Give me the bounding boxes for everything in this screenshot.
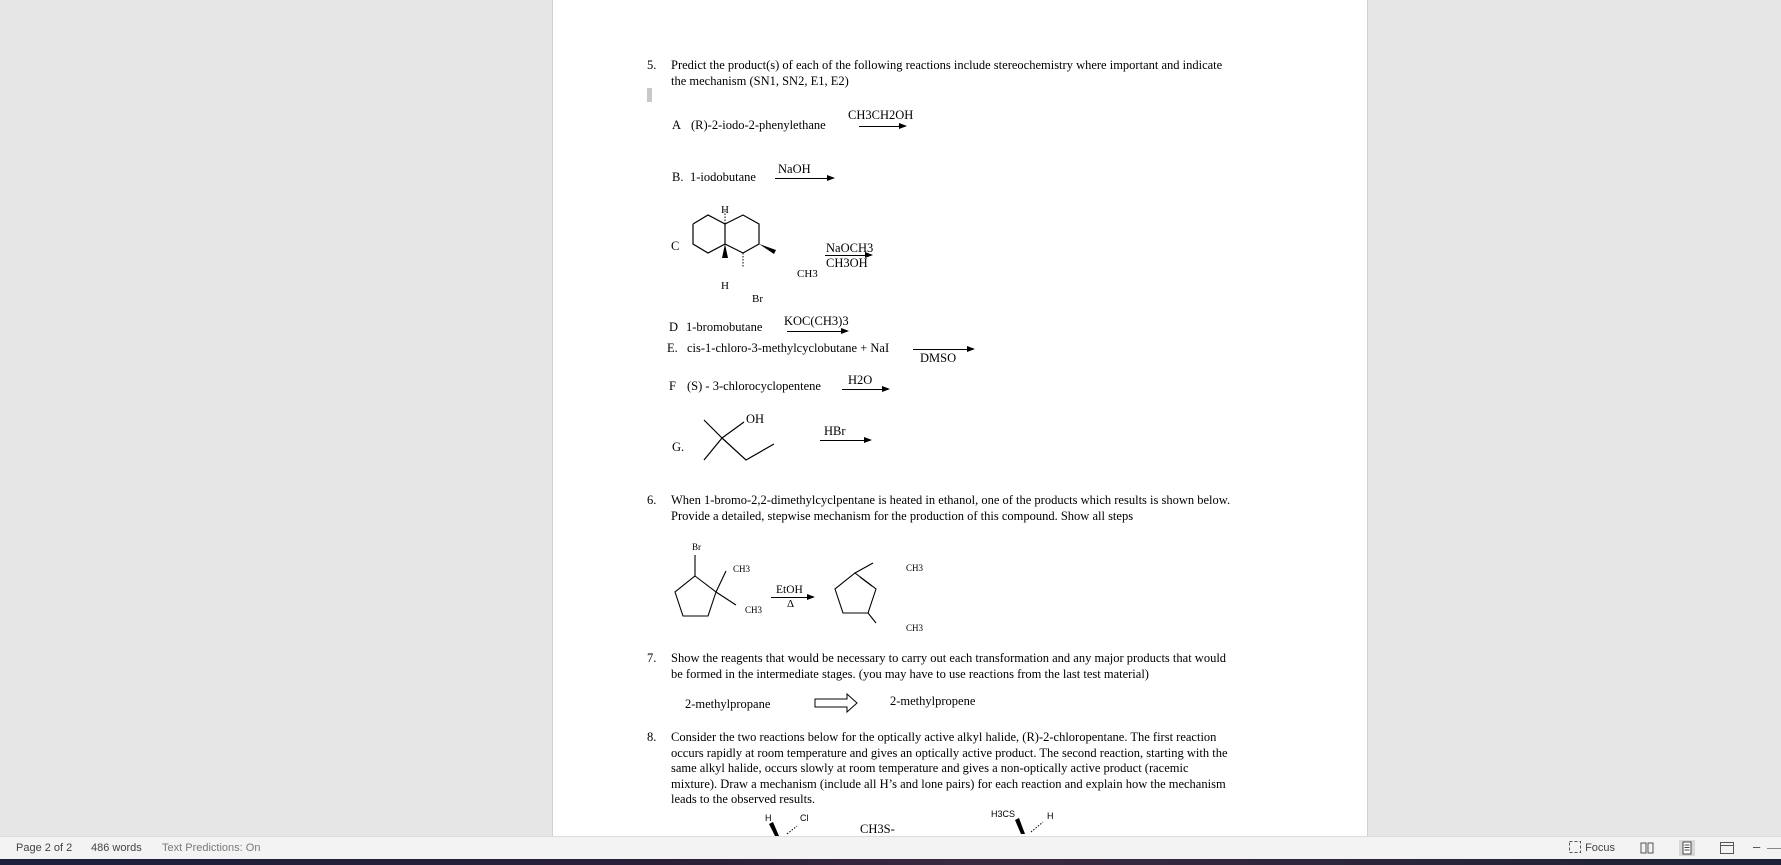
q5-f-substrate: (S) - 3-chlorocyclopentene (687, 379, 821, 393)
q5-number: 5. (647, 58, 657, 72)
q5-e-arrow (913, 349, 973, 350)
q5-a-label: A (672, 118, 682, 132)
q7-text: Show the reagents that would be necessary to carry out each transformation and any major products that would be formed in the intermediate stages. (you may have to use reactions from the last test material) (671, 651, 1227, 681)
q5-c-h-top: H (721, 204, 729, 216)
q5-c-label: C (671, 239, 680, 253)
word-count[interactable]: 486 words (91, 842, 142, 854)
q5-d-reagent: KOC(CH3)3 (784, 314, 849, 328)
q5-c-ch3: CH3 (797, 268, 818, 280)
q8-number: 8. (647, 730, 657, 744)
q8-left-wedges (767, 820, 807, 836)
q5-e-label: E. (667, 341, 678, 355)
q5-c-reagent-top: NaOCH3 (826, 241, 874, 255)
taskbar-strip (0, 859, 1781, 865)
document-page[interactable] (552, 0, 1368, 836)
q5-f-label: F (669, 379, 676, 393)
focus-icon (1568, 840, 1582, 854)
q6-br: Br (692, 542, 701, 552)
q8-cl-left: Cl (800, 813, 809, 823)
q5-f-arrow (842, 389, 888, 390)
q5-c-br: Br (752, 293, 763, 305)
focus-label: Focus (1585, 842, 1616, 854)
q5-b-arrow (775, 178, 833, 179)
q6-reagent-top: EtOH (776, 584, 803, 596)
q5-g-label: G. (672, 440, 685, 454)
zoom-slider[interactable] (1767, 848, 1781, 849)
q5-d-label: D (669, 320, 679, 334)
q5-b-substrate: 1-iodobutane (690, 170, 756, 184)
q5-g-arrow (820, 440, 870, 441)
q5-text: Predict the product(s) of each of the following reactions include stereochemistry where important and indicate the mechanism (SN1, SN2, E1, E2) (671, 58, 1223, 88)
q7-start: 2-methylpropane (685, 697, 771, 711)
q6-ch3-b: CH3 (745, 605, 763, 615)
q8-h-left: H (765, 813, 772, 823)
q5-a-substrate: (R)-2-iodo-2-phenylethane (691, 118, 826, 132)
q5-f-reagent: H2O (848, 373, 873, 387)
q7-end: 2-methylpropene (890, 694, 976, 708)
focus-button[interactable] (1568, 840, 1615, 854)
text-predictions-status[interactable]: Text Predictions: On (162, 842, 261, 854)
q8-h3cs: H3CS (991, 809, 1016, 819)
q6-prod-ch3-a: CH3 (906, 563, 924, 573)
q5-e-substrate: cis-1-chloro-3-methylcyclobutane + NaI (687, 341, 890, 355)
q5-b-reagent: NaOH (778, 162, 811, 176)
q8-nucleophile: CH3S- (860, 822, 895, 836)
q7-hollow-arrow (813, 692, 861, 714)
q5-g-reagent: HBr (824, 424, 846, 438)
text-cursor (647, 88, 652, 102)
page-count[interactable]: Page 2 of 2 (16, 842, 73, 854)
status-bar (0, 836, 1781, 860)
q5-d-arrow (787, 331, 847, 332)
print-layout-icon[interactable] (1679, 840, 1695, 856)
q6-prod-ch3-b: CH3 (906, 623, 924, 633)
q6-reagent-bottom: Δ (787, 598, 795, 610)
q6-scheme (663, 535, 953, 635)
web-layout-icon[interactable] (1719, 840, 1735, 856)
q8-h-right: H (1047, 811, 1054, 821)
q5-c-h-bottom: H (721, 280, 729, 292)
q8-text: Consider the two reactions below for the optically active alkyl halide, (R)-2-chloropentane. The first reaction occurs rapidly at room temperature and gives an optically active product. The second reaction, starting with the same alkyl halide, occurs slowly at room temperature and gives a non-optically active product (racemic mixture). Draw a mechanism (include all H’s and lone pairs) for each reaction and explain how the mechanism leads to the observed results. (671, 730, 1228, 806)
q8-right-wedges (1013, 818, 1053, 836)
q5-e-reagent: DMSO (920, 351, 957, 365)
q6-number: 6. (647, 493, 657, 507)
q5-b-label: B. (672, 170, 684, 184)
q6-ch3-a: CH3 (733, 564, 751, 574)
q5-g-oh: OH (746, 412, 765, 426)
q5-c-reagent-bottom: CH3OH (826, 256, 868, 270)
q6-text: When 1-bromo-2,2-dimethylcyclpentane is heated in ethanol, one of the products which results is shown below. Provide a detailed, stepwise mechanism for the production of this compound. Show all steps (671, 493, 1231, 523)
zoom-out-button[interactable]: – (1753, 839, 1761, 854)
read-mode-icon[interactable] (1639, 840, 1655, 856)
q5-d-substrate: 1-bromobutane (686, 320, 763, 334)
q5-a-reagent: CH3CH2OH (848, 108, 914, 122)
q5-a-arrow (859, 126, 905, 127)
q7-number: 7. (647, 651, 657, 665)
